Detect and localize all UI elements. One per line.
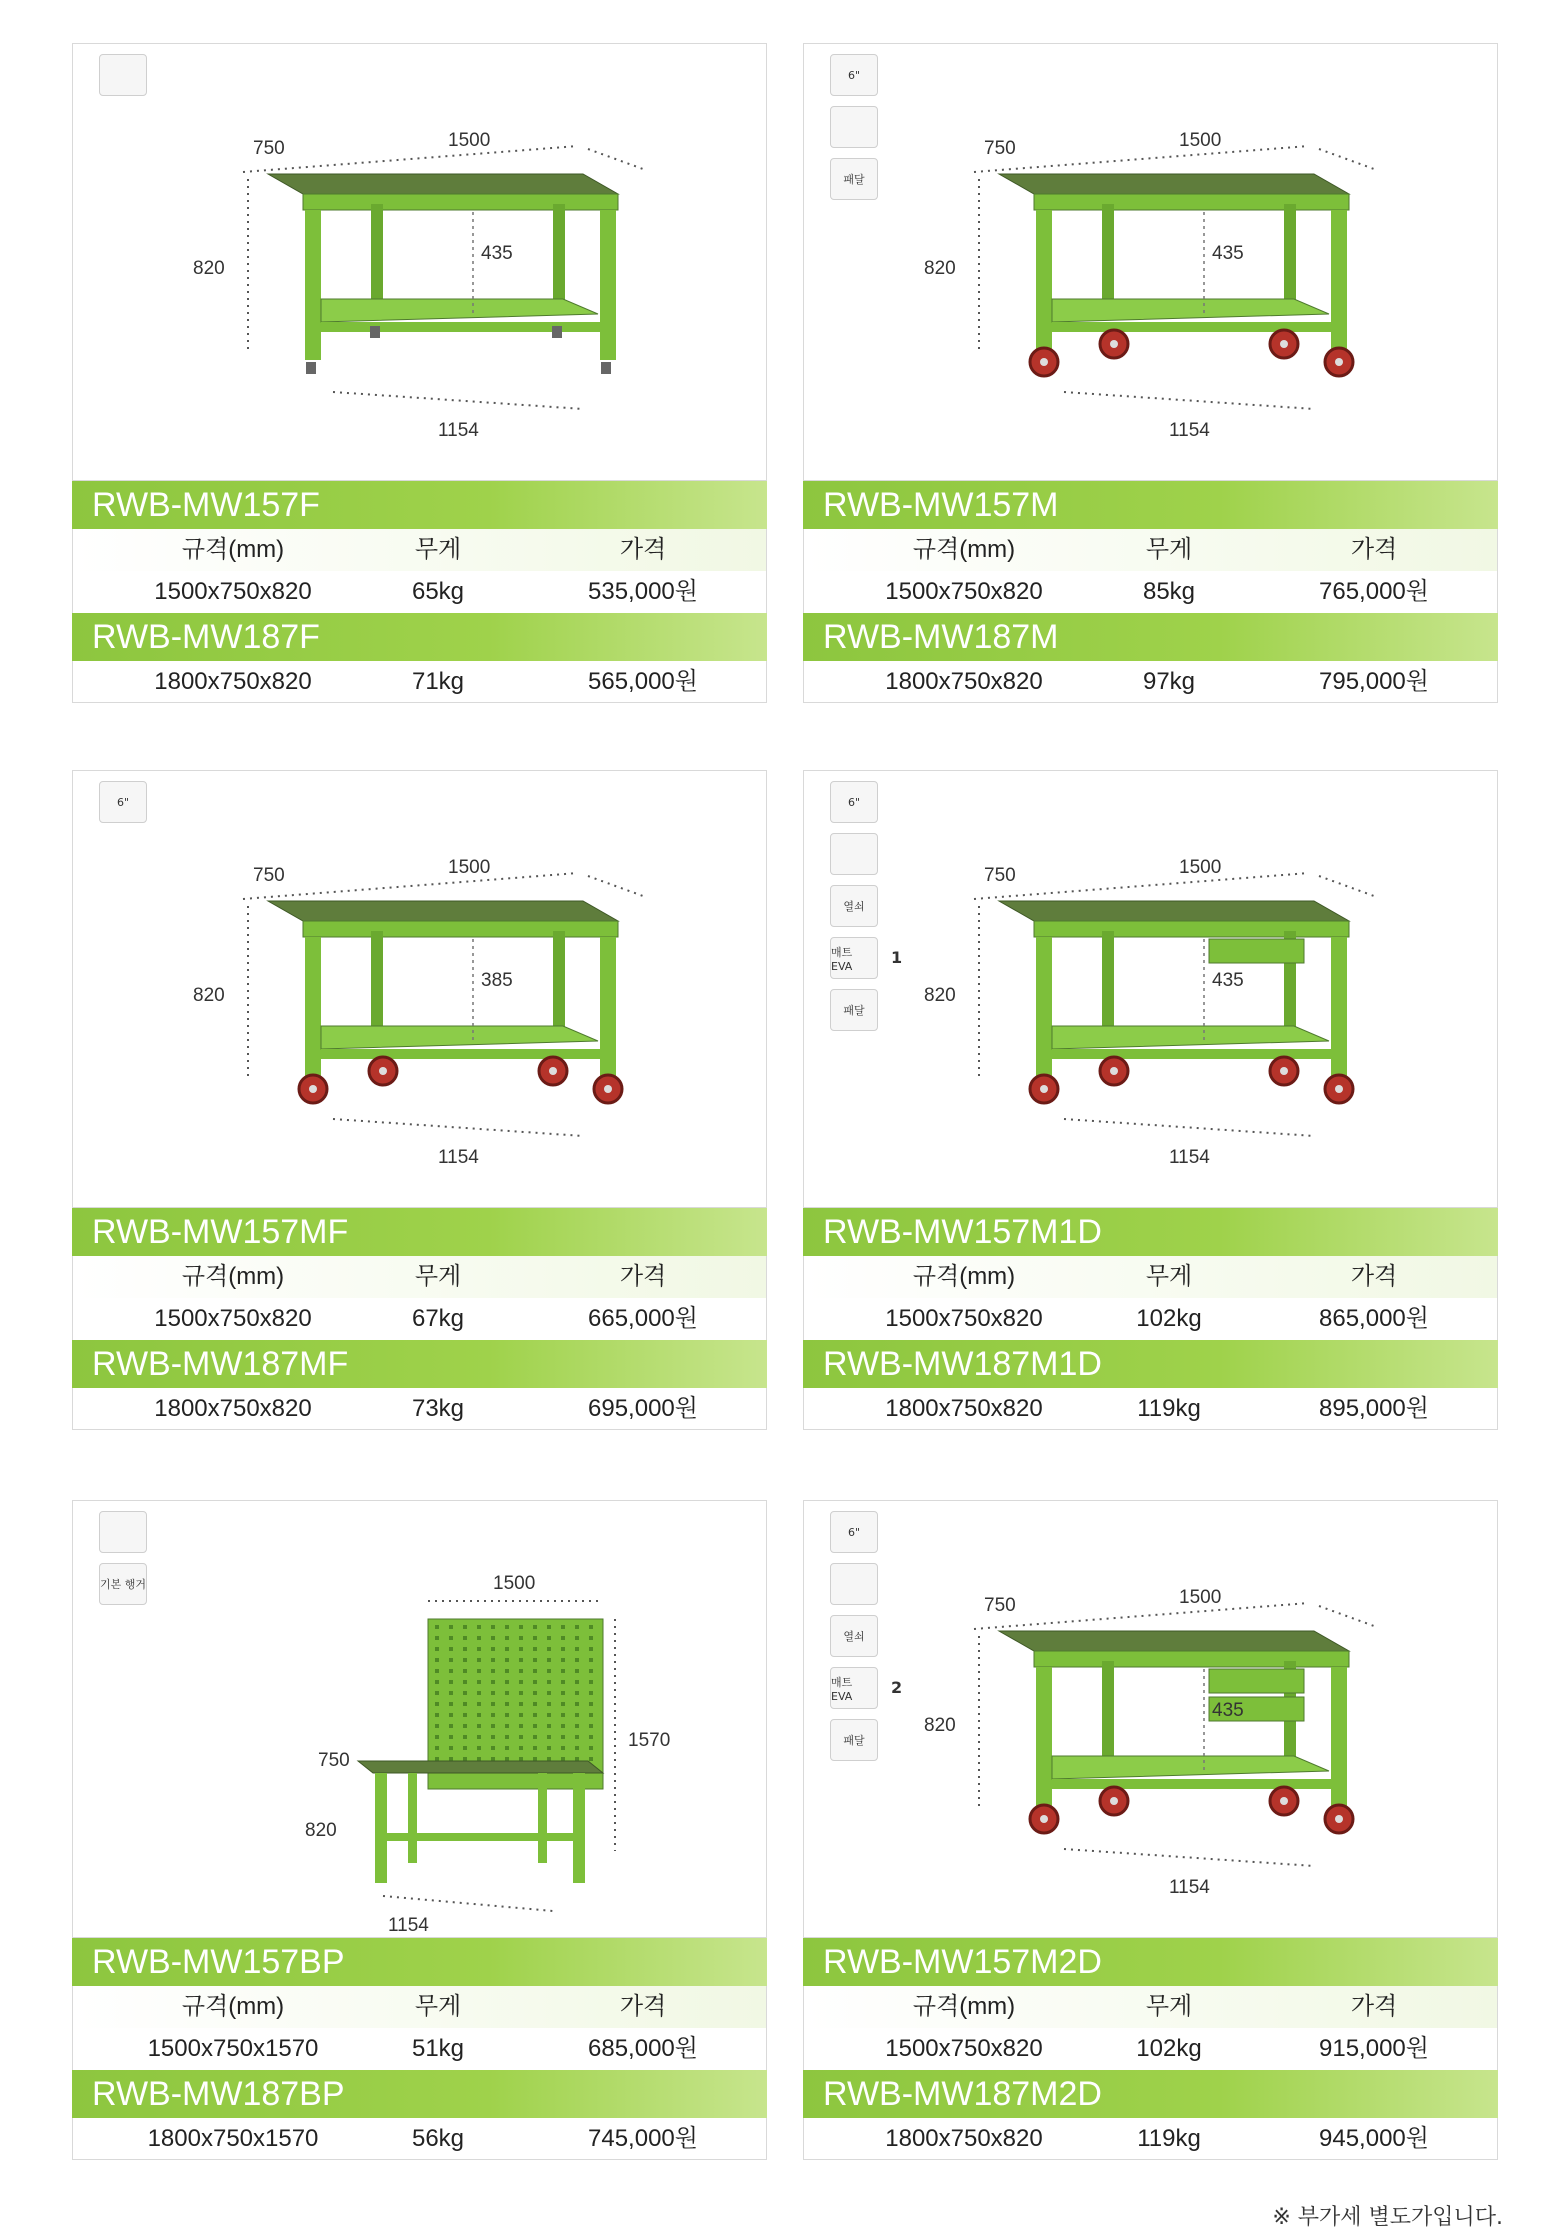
weight-value: 71kg — [411, 668, 465, 695]
weight-header: 무게 — [1145, 536, 1193, 563]
spec-value: 1800x750x820 — [154, 1395, 312, 1422]
model-name: RWB-MW157M2D — [803, 1938, 1498, 1986]
vat-note: ※ 부가세 별도가입니다. — [1272, 2205, 1503, 2230]
product-image — [72, 1500, 767, 1938]
icon-label: 6" — [116, 795, 130, 809]
model-name: RWB-MW157BP — [72, 1938, 767, 1986]
price-value: 765,000원 — [1319, 578, 1429, 605]
price-value: 945,000원 — [1319, 2125, 1429, 2152]
icon-label: 6" — [847, 68, 861, 82]
mat-icon — [830, 1667, 903, 1709]
spec-value: 1500x750x1570 — [147, 2035, 319, 2062]
weight-header: 무게 — [414, 1993, 462, 2020]
spec-header-row — [803, 1986, 1498, 2028]
depth-dimension: 750 — [253, 138, 285, 159]
weight-value: 51kg — [411, 2035, 465, 2062]
spec-value: 1500x750x820 — [154, 1305, 312, 1332]
workbench-drawing — [143, 821, 743, 1201]
spec-value: 1500x750x820 — [885, 2035, 1043, 2062]
caster-icon — [830, 1511, 878, 1553]
weight-value: 119kg — [1137, 1395, 1201, 1422]
icon-label: 열쇠 — [843, 900, 865, 913]
weight-header: 무게 — [414, 1263, 462, 1290]
key-icon — [830, 1615, 878, 1657]
model-name: RWB-MW187F — [72, 613, 767, 661]
icon-label: 패달 — [843, 173, 865, 186]
spec-value: 1500x750x820 — [154, 578, 312, 605]
base-length-dimension: 1154 — [438, 1147, 479, 1168]
spec-header-row — [72, 529, 767, 571]
mat-count: 2 — [891, 1678, 903, 1697]
product-card — [72, 43, 767, 727]
price-value: 695,000원 — [588, 1395, 698, 1422]
spec-header: 규격(mm) — [912, 1993, 1016, 2020]
leveler-icon — [830, 106, 878, 148]
height-dimension: 820 — [924, 258, 956, 279]
spec-header: 규격(mm) — [912, 536, 1016, 563]
spec-value: 1800x750x820 — [885, 1395, 1043, 1422]
spec-header-row — [803, 529, 1498, 571]
model-name: RWB-MW157M1D — [803, 1208, 1498, 1256]
width-dimension: 1500 — [1179, 857, 1222, 878]
depth-dimension: 750 — [984, 1595, 1016, 1616]
width-dimension: 1500 — [1179, 130, 1222, 151]
spec-header-row — [72, 1256, 767, 1298]
caster-icon — [830, 781, 878, 823]
product-image — [72, 43, 767, 481]
model-name: RWB-MW157M — [803, 481, 1498, 529]
price-value: 665,000원 — [588, 1305, 698, 1332]
width-dimension: 1500 — [448, 857, 491, 878]
depth-dimension: 750 — [984, 865, 1016, 886]
height-dimension: 820 — [193, 258, 225, 279]
spec-row — [803, 661, 1498, 703]
workbench-illustration — [193, 130, 643, 441]
model-name: RWB-MW187M1D — [803, 1340, 1498, 1388]
pedal-icon — [830, 158, 878, 200]
pedal-icon — [830, 989, 878, 1031]
weight-value: 102kg — [1136, 1305, 1202, 1332]
spec-header: 규격(mm) — [912, 1263, 1016, 1290]
icon-label: 매트 EVA — [831, 1675, 853, 1703]
icon-label: 매트 EVA — [831, 945, 853, 973]
model-name: RWB-MW187M2D — [803, 2070, 1498, 2118]
icon-label: 6" — [847, 1525, 861, 1539]
workbench-illustration — [924, 130, 1374, 441]
spec-row — [72, 661, 767, 703]
spec-row — [803, 1388, 1498, 1430]
spec-row — [72, 1388, 767, 1430]
workbench-drawing — [874, 94, 1474, 474]
spec-value: 1800x750x820 — [885, 668, 1043, 695]
base-length-dimension: 1154 — [1169, 420, 1210, 441]
workbench-illustration — [193, 857, 643, 1168]
model-name: RWB-MW187M — [803, 613, 1498, 661]
price-header: 가격 — [619, 536, 667, 563]
workbench-illustration — [305, 1573, 670, 1931]
key-icon — [830, 885, 878, 927]
depth-dimension: 750 — [253, 865, 285, 886]
spec-row — [803, 571, 1498, 613]
shelf-height-dimension: 385 — [481, 970, 513, 991]
spec-row — [803, 2118, 1498, 2160]
weight-value: 97kg — [1142, 668, 1196, 695]
pedal-icon — [830, 1719, 878, 1761]
base-length-dimension: 1154 — [1169, 1877, 1210, 1898]
spec-row — [72, 2028, 767, 2070]
icon-label: 기본 행거 — [100, 1578, 147, 1591]
panel-height-dimension: 1570 — [628, 1730, 671, 1751]
spec-row — [803, 1298, 1498, 1340]
price-value: 915,000원 — [1319, 2035, 1429, 2062]
weight-header: 무게 — [1145, 1993, 1193, 2020]
spec-header: 규격(mm) — [181, 1263, 285, 1290]
width-dimension: 1500 — [493, 1573, 536, 1594]
weight-value: 85kg — [1142, 578, 1196, 605]
workbench-drawing — [874, 1551, 1474, 1931]
caster-icon — [830, 54, 878, 96]
spec-value: 1800x750x820 — [154, 668, 312, 695]
price-header: 가격 — [1350, 1263, 1398, 1290]
height-dimension: 820 — [924, 1715, 956, 1736]
product-image — [72, 770, 767, 1208]
spec-row — [72, 2118, 767, 2160]
weight-header: 무게 — [414, 536, 462, 563]
model-name: RWB-MW157F — [72, 481, 767, 529]
shelf-height-dimension: 435 — [481, 243, 513, 264]
model-name: RWB-MW157MF — [72, 1208, 767, 1256]
spec-header: 규격(mm) — [181, 1993, 285, 2020]
product-card — [803, 43, 1498, 727]
product-card — [803, 1500, 1498, 2184]
price-value: 795,000원 — [1319, 668, 1429, 695]
leveler-icon — [99, 1511, 147, 1553]
height-dimension: 820 — [193, 985, 225, 1006]
base-length-dimension: 1154 — [438, 420, 479, 441]
product-card — [72, 770, 767, 1454]
product-image — [803, 43, 1498, 481]
weight-value: 73kg — [411, 1395, 465, 1422]
workbench-illustration — [924, 857, 1374, 1168]
workbench-drawing — [143, 94, 743, 474]
mat-count: 1 — [891, 948, 903, 967]
workbench-drawing — [874, 821, 1474, 1201]
workbench-drawing — [143, 1551, 743, 1931]
base-length-dimension: 1154 — [1169, 1147, 1210, 1168]
price-value: 895,000원 — [1319, 1395, 1429, 1422]
model-name: RWB-MW187BP — [72, 2070, 767, 2118]
product-image — [803, 770, 1498, 1208]
width-dimension: 1500 — [1179, 1587, 1222, 1608]
height-dimension: 820 — [305, 1820, 337, 1841]
price-header: 가격 — [619, 1263, 667, 1290]
icon-label: 패달 — [843, 1004, 865, 1017]
spec-header-row — [803, 1256, 1498, 1298]
hook-icon — [99, 1563, 147, 1605]
shelf-height-dimension: 435 — [1212, 243, 1244, 264]
leveler-icon — [830, 833, 878, 875]
width-dimension: 1500 — [448, 130, 491, 151]
weight-value: 65kg — [411, 578, 465, 605]
price-header: 가격 — [1350, 536, 1398, 563]
price-value: 565,000원 — [588, 668, 698, 695]
weight-value: 67kg — [411, 1305, 465, 1332]
model-name: RWB-MW187MF — [72, 1340, 767, 1388]
icon-label: 열쇠 — [843, 1630, 865, 1643]
mat-icon — [830, 937, 903, 979]
shelf-height-dimension: 435 — [1212, 1700, 1244, 1721]
weight-header: 무게 — [1145, 1263, 1193, 1290]
spec-row — [72, 1298, 767, 1340]
weight-value: 119kg — [1137, 2125, 1201, 2152]
spec-row — [72, 571, 767, 613]
depth-dimension: 750 — [318, 1750, 350, 1771]
base-length-dimension: 1154 — [388, 1915, 429, 1931]
weight-value: 56kg — [411, 2125, 465, 2152]
product-card — [72, 1500, 767, 2184]
spec-header: 규격(mm) — [181, 536, 285, 563]
depth-dimension: 750 — [984, 138, 1016, 159]
spec-header-row — [72, 1986, 767, 2028]
price-header: 가격 — [619, 1993, 667, 2020]
leveler-icon — [99, 54, 147, 96]
spec-row — [803, 2028, 1498, 2070]
product-image — [803, 1500, 1498, 1938]
shelf-height-dimension: 435 — [1212, 970, 1244, 991]
spec-value: 1800x750x1570 — [147, 2125, 319, 2152]
price-value: 745,000원 — [588, 2125, 698, 2152]
icon-label: 6" — [847, 795, 861, 809]
spec-value: 1500x750x820 — [885, 1305, 1043, 1332]
workbench-illustration — [924, 1587, 1374, 1898]
spec-value: 1500x750x820 — [885, 578, 1043, 605]
price-value: 535,000원 — [588, 578, 698, 605]
weight-value: 102kg — [1136, 2035, 1202, 2062]
caster-icon — [99, 781, 147, 823]
product-card — [803, 770, 1498, 1454]
price-value: 865,000원 — [1319, 1305, 1429, 1332]
height-dimension: 820 — [924, 985, 956, 1006]
price-header: 가격 — [1350, 1993, 1398, 2020]
icon-label: 패달 — [843, 1734, 865, 1747]
spec-value: 1800x750x820 — [885, 2125, 1043, 2152]
price-value: 685,000원 — [588, 2035, 698, 2062]
leveler-icon — [830, 1563, 878, 1605]
